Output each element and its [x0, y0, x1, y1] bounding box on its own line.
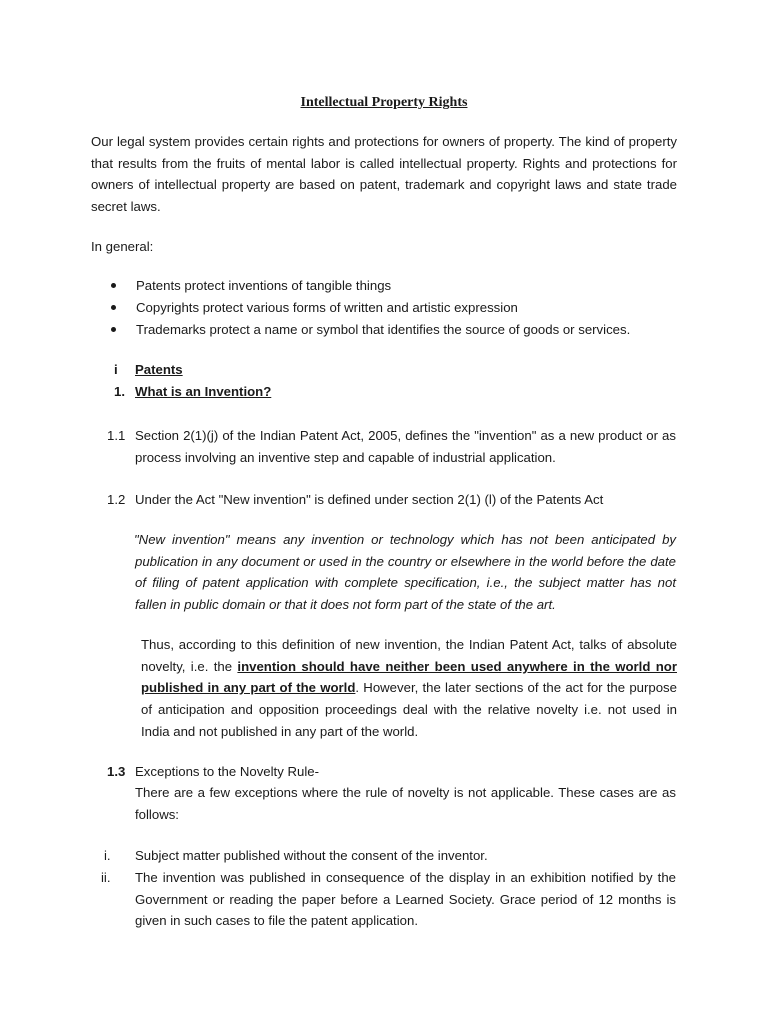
section-1-3-number: 1.3 [107, 764, 126, 779]
section-i-number: i [114, 362, 118, 377]
section-1-1-number: 1.1 [107, 428, 126, 443]
thus-emphasis: invention should have neither been used anywhere in the world nor published in any part of the world [141, 658, 677, 696]
section-1-2-text: Under the Act "New invention" is defined under section 2(1) (l) of the Patents Act [135, 492, 604, 507]
definition-quote: "New invention" means any invention or technology which has not been anticipated by publication in any document or used in the country or elsewhere in the world before the date of filing of patent application with complete specification, i.e., the subject matter has not fallen in public domain or that it does not form part of the state of the art. [134, 532, 676, 613]
thus-text-after: . However, the later sections of the act for the purpose of anticipation and opposition proceedings deal with the relative novelty i.e. not used in India and not published in any part of the world. [141, 680, 677, 739]
list-item-text: Copyrights protect various forms of written and artistic expression [136, 300, 518, 315]
section-i-heading: Patents [135, 362, 183, 377]
thus-paragraph [141, 634, 677, 743]
section-1-1-text: Section 2(1)(j) of the Indian Patent Act, 2005, defines the "invention" as a new product or as process involving an inventive step and capable of industrial application. [135, 428, 676, 465]
section-1-number: 1. [114, 384, 125, 399]
document-title: Intellectual Property Rights [300, 95, 468, 110]
section-1-2-number: 1.2 [107, 492, 126, 507]
in-general-label: In general: [91, 239, 154, 254]
bullet-icon [111, 305, 116, 310]
list-item [111, 275, 711, 297]
thus-text-before: Thus, according to this definition of new invention, the Indian Patent Act, talks of absolute novelty, i.e. the [141, 637, 677, 674]
list-item-text: Trademarks protect a name or symbol that identifies the source of goods or services. [136, 322, 631, 337]
bullet-icon [111, 283, 116, 288]
bullet-icon [111, 327, 116, 332]
list-item [111, 297, 711, 319]
exception-2-number: ii. [101, 870, 111, 885]
bullet-list [111, 275, 711, 341]
list-item-text: Patents protect inventions of tangible things [136, 278, 392, 293]
exception-1-text: Subject matter published without the consent of the inventor. [135, 848, 488, 863]
section-1-3-text: There are a few exceptions where the rule of novelty is not applicable. These cases are as follows: [135, 785, 676, 822]
section-1-3-heading: Exceptions to the Novelty Rule- [135, 764, 319, 779]
list-item [111, 319, 711, 341]
exception-2-text: The invention was published in consequence of the display in an exhibition notified by the Government or reading the paper before a Learned Society. Grace period of 12 months is given in such cases to file the patent application. [135, 870, 676, 929]
section-1-heading: What is an Invention? [135, 384, 272, 399]
exception-1-number: i. [104, 848, 111, 863]
intro-paragraph: Our legal system provides certain rights and protections for owners of property. The kind of property that results from the fruits of mental labor is called intellectual property. Rights and protections for owners of intellectual property are based on patent, trademark and copyright laws and state trade secret laws. [91, 134, 677, 215]
